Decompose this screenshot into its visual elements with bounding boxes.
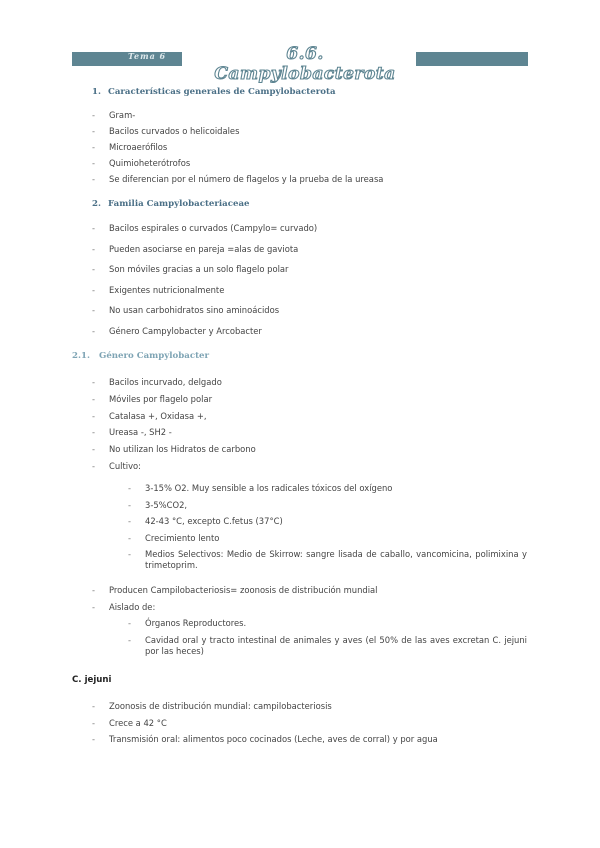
jejuni-heading: C. jejuni xyxy=(72,675,112,685)
section-1-heading: 1. Características generales de Campylobacterota xyxy=(92,87,336,97)
section-2-1-list-continued xyxy=(92,585,378,618)
section-2-1-list xyxy=(92,377,256,478)
jejuni-list xyxy=(92,701,438,751)
list-item: - Bacilos incurvado, delgado xyxy=(92,377,222,387)
cultivo-sublist xyxy=(128,483,527,577)
header-bar-right xyxy=(416,52,528,66)
list-item: - 3-15% O2. Muy sensible a los radicales tóxicos del oxígeno xyxy=(128,483,393,493)
list-item: - Pueden asociarse en pareja =alas de gaviota xyxy=(92,243,299,254)
section-2-heading: 2. Familia Campylobacteriaceae xyxy=(92,199,250,209)
section-2-1-heading: 2.1. Género Campylobacter xyxy=(72,351,210,361)
aislado-sublist xyxy=(128,618,527,662)
list-item: - Microaerófilos xyxy=(92,142,168,152)
list-item: - Exigentes nutricionalmente xyxy=(92,284,225,295)
list-item: - Crecimiento lento xyxy=(128,532,220,543)
list-item: - Quimioheterótrofos xyxy=(92,158,191,168)
list-item: - Móviles por flagelo polar xyxy=(92,393,213,404)
list-item: - Catalasa +, Oxidasa +, xyxy=(92,410,207,421)
list-item: - Ureasa -, SH2 - xyxy=(92,427,172,438)
list-item: - Género Campylobacter y Arcobacter xyxy=(92,325,262,336)
list-item: - Aislado de: xyxy=(92,601,156,612)
list-item: - Se diferencian por el número de flagelos y la prueba de la ureasa xyxy=(92,174,384,184)
tema-label: Tema 6 xyxy=(128,51,167,61)
section-1-list xyxy=(92,110,384,190)
list-item: - No usan carbohidratos sino aminoácidos xyxy=(92,305,280,315)
list-item: - Son móviles gracias a un solo flagelo polar xyxy=(92,264,289,274)
list-item: - Órganos Reproductores. xyxy=(128,618,247,628)
list-item: - Cavidad oral y tracto intestinal de animales y aves (el 50% de las aves excretan C. jejuni por las heces) xyxy=(128,634,527,656)
list-item: - Zoonosis de distribución mundial: campilobacteriosis xyxy=(92,701,332,711)
list-item: - 3-5%CO2, xyxy=(128,499,188,510)
section-2-list xyxy=(92,223,318,346)
list-item: - Crece a 42 °C xyxy=(92,717,167,728)
list-item: - Transmisión oral: alimentos poco cocinados (Leche, aves de corral) y por agua xyxy=(92,734,438,744)
list-item: - 42-43 °C, excepto C.fetus (37°C) xyxy=(128,516,283,527)
list-item: - Medios Selectivos: Medio de Skirrow: sangre lisada de caballo, vancomicina, polimixina y trimetoprim. xyxy=(128,549,527,571)
page-title: 6.6. Campylobacterota xyxy=(214,44,396,84)
list-item: - Bacilos curvados o helicoidales xyxy=(92,126,240,136)
list-item: - Gram- xyxy=(92,110,136,120)
list-item: - Producen Campilobacteriosis= zoonosis de distribución mundial xyxy=(92,585,378,595)
list-item: - Cultivo: xyxy=(92,460,141,471)
list-item: - No utilizan los Hidratos de carbono xyxy=(92,444,256,455)
page-header xyxy=(0,44,600,84)
list-item: - Bacilos espirales o curvados (Campylo= curvado) xyxy=(92,223,318,233)
